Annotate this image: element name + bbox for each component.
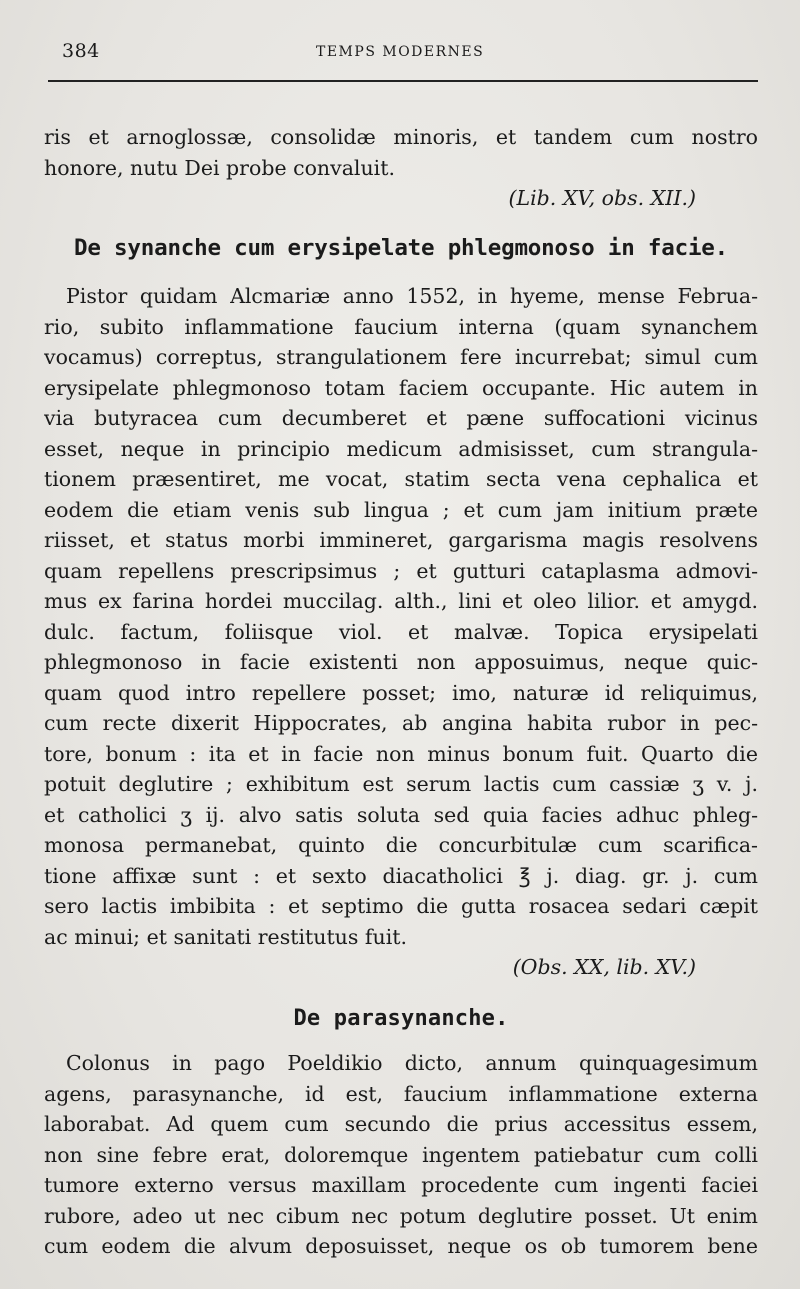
text-line: Colonus in pago Poeldikio dicto, annum quinquagesimum bbox=[66, 1051, 758, 1075]
text-line: esset, neque in principio medicum admisisset, cum strangula- bbox=[44, 436, 758, 461]
section-parasynanche bbox=[44, 1004, 758, 1262]
text-line: ris et arnoglossæ, consolidæ minoris, et tandem cum nostro bbox=[44, 125, 758, 149]
text-line: eodem die etiam venis sub lingua ; et cum jam initium præte bbox=[44, 497, 758, 522]
page-number: 384 bbox=[62, 40, 100, 62]
page-header bbox=[62, 38, 762, 68]
header-rule bbox=[48, 80, 758, 82]
text-line: agens, parasynanche, id est, faucium inflammatione externa bbox=[44, 1081, 758, 1106]
text-line: tumore externo versus maxillam procedente cum ingenti faciei bbox=[44, 1173, 758, 1197]
running-title: TEMPS MODERNES bbox=[316, 44, 485, 60]
section-synanche bbox=[44, 233, 758, 988]
text-line: cum recte dixerit Hippocrates, ab angina habita rubor in pec- bbox=[44, 711, 758, 735]
citation: (Lib. XV, obs. XII.) bbox=[508, 186, 696, 210]
text-line: via butyracea cum decumberet et pæne suffocationi vicinus bbox=[44, 406, 758, 430]
section-heading: De parasynanche. bbox=[293, 1006, 509, 1031]
text-line: phlegmonoso in facie existenti non apposuimus, neque quic- bbox=[44, 650, 758, 674]
text-line: riisset, et status morbi immineret, gargarisma magis resolvens bbox=[44, 528, 758, 552]
text-line: monosa permanebat, quinto die concurbitulæ cum scarifica- bbox=[44, 833, 758, 857]
text-line: sero lactis imbibita : et septimo die gutta rosacea sedari cæpit bbox=[44, 894, 758, 918]
section-continuation bbox=[44, 122, 758, 219]
text-line: Pistor quidam Alcmariæ anno 1552, in hyeme, mense Februa- bbox=[66, 284, 758, 308]
section-heading: De synanche cum erysipelate phlegmonoso in facie. bbox=[74, 235, 728, 261]
text-line: potuit deglutire ; exhibitum est serum lactis cum cassiæ ʒ v. j. bbox=[44, 772, 758, 796]
citation: (Obs. XX, lib. XV.) bbox=[512, 955, 696, 979]
text-line: erysipelate phlegmonoso totam faciem occupante. Hic autem in bbox=[44, 375, 758, 400]
text-line: tionem præsentiret, me vocat, statim secta vena cephalica et bbox=[44, 467, 758, 491]
text-line: non sine febre erat, doloremque ingentem patiebatur cum colli bbox=[44, 1142, 758, 1167]
text-line: vocamus) correptus, strangulationem fere incurrebat; simul cum bbox=[44, 345, 758, 369]
text-line: tore, bonum : ita et in facie non minus bonum fuit. Quarto die bbox=[44, 741, 758, 766]
page-body bbox=[44, 122, 758, 1262]
text-line: rubore, adeo ut nec cibum nec potum deglutire posset. Ut enim bbox=[44, 1203, 758, 1228]
text-line: ac minui; et sanitati restitutus fuit. bbox=[44, 924, 408, 949]
text-line: quam repellens prescripsimus ; et gutturi cataplasma admovi- bbox=[44, 558, 758, 583]
text-line: honore, nutu Dei probe convaluit. bbox=[44, 155, 395, 180]
text-line: tione affixæ sunt : et sexto diacatholici ℥ j. diag. gr. j. cum bbox=[44, 863, 758, 888]
text-line: cum eodem die alvum deposuisset, neque os ob tumorem bene bbox=[44, 1234, 758, 1258]
text-line: quam quod intro repellere posset; imo, naturæ id reliquimus, bbox=[44, 680, 758, 705]
text-line: et catholici ʒ ij. alvo satis soluta sed quia facies adhuc phleg- bbox=[44, 802, 758, 827]
text-line: rio, subito inflammatione faucium interna (quam synanchem bbox=[44, 314, 758, 339]
text-line: mus ex farina hordei muccilag. alth., lini et oleo lilior. et amygd. bbox=[44, 589, 758, 613]
text-line: laborabat. Ad quem cum secundo die prius accessitus essem, bbox=[44, 1112, 758, 1136]
text-line: dulc. factum, foliisque viol. et malvæ. Topica erysipelati bbox=[44, 619, 758, 644]
